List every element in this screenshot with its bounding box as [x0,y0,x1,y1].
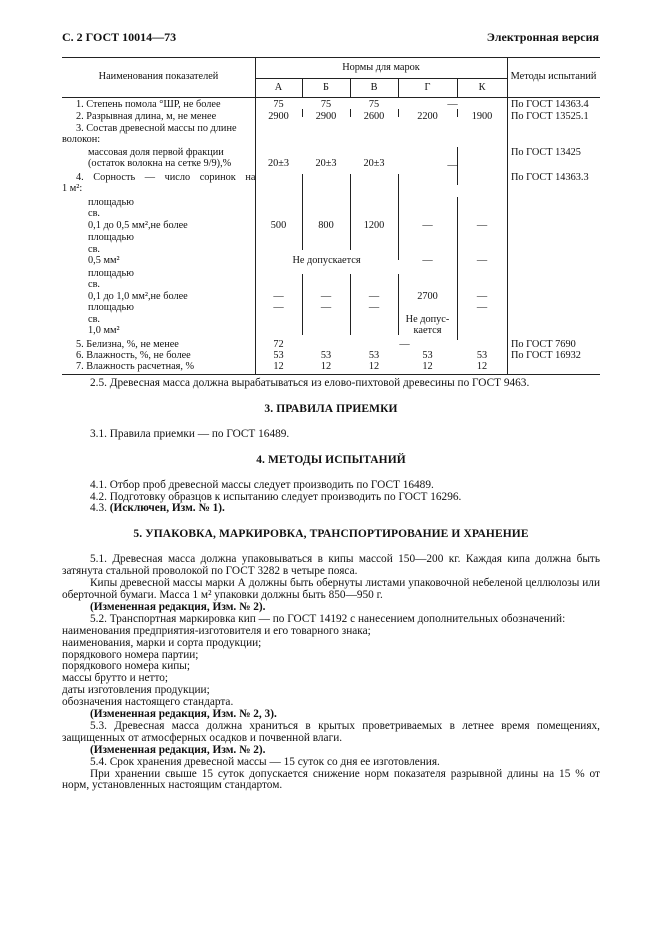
paragraph-5-1: 5.1. Древесная масса должна упаковываться в кипы массой 150—200 кг. Каждая кипа должна быть затянута стальной проволокой по ГОСТ 3282 в четыре пояса. [62,553,600,578]
row-1-a: 75 [273,99,284,110]
page-header [62,30,599,46]
row-4c-a: — [273,291,284,302]
row-4b-g: — [422,255,433,266]
row-4b-k: — [476,255,488,266]
row-4d-k: — [476,302,488,313]
paragraph-4-1: 4.1. Отбор проб древесной массы следует производить по ГОСТ 16489. [90,478,434,491]
row-3a-b: 20±3 [315,158,337,169]
paragraph-5-2: 5.2. Транспортная маркировка кип — по ГОСТ 14192 с нанесением дополнительных обозначений: [90,612,566,625]
row-7-a: 12 [273,361,284,372]
paragraph-3-1: 3.1. Правила приемки — по ГОСТ 16489. [90,427,290,440]
column-header-methods: Методы испытаний [510,71,597,82]
list-item: массы брутто и нетто; [62,672,169,685]
row-4c-l2: св. [88,279,101,290]
electronic-version-label: Электронная версия [486,30,599,44]
edit-note-3: (Измененная редакция, Изм. № 2). [90,743,266,756]
row-4c-v: — [368,291,380,302]
row-3-name-cont: волокон: [62,134,101,145]
row-4d-v: — [368,302,380,313]
row-4c-l3: 0,1 до 1,0 мм²,не более [88,291,188,302]
edit-note-2: (Измененная редакция, Изм. № 2, 3). [90,708,277,721]
row-6-k: 53 [476,350,488,361]
grade-v: В [370,82,378,93]
row-3a-name: массовая доля первой фракции [88,147,224,158]
paragraph-5-4-b: При хранении свыше 15 суток допускается снижение норм показателя разрывной длины на 15 % от норм, установленных настоящим стандартом. [62,767,600,792]
grade-b: Б [323,82,329,93]
row-6-method: По ГОСТ 16932 [511,350,581,361]
row-7-k: 12 [476,361,488,372]
section-3-heading: 3. ПРАВИЛА ПРИЕМКИ [264,402,398,415]
row-4b-abv: Не допускается [292,255,361,266]
row-3a-name-cont: (остаток волокна на сетке 9/9),% [88,158,232,169]
row-4-method: По ГОСТ 14363.3 [511,172,589,183]
row-6-g: 53 [422,350,433,361]
grade-k: К [478,82,486,93]
row-4c-k: — [476,291,488,302]
row-2-k: 1900 [471,111,493,122]
paragraph-4-3 [62,503,600,515]
grade-a: А [274,82,283,93]
column-header-name: Наименования показателей [98,71,219,82]
paragraph-4-3-number: 4.3. [90,502,107,515]
row-4b-l2: св. [88,244,101,255]
norms-table [62,57,600,375]
row-3a-method: По ГОСТ 13425 [511,147,581,158]
row-4d-l3: 1,0 мм² [88,325,120,336]
row-1-v: 75 [368,99,380,110]
row-3-name: 3. Состав древесной массы по длине [76,123,237,134]
row-6-a: 53 [273,350,284,361]
row-2-b: 2900 [315,111,337,122]
paragraph-4-2: 4.2. Подготовку образцов к испытанию следует производить по ГОСТ 16296. [90,490,462,503]
edit-note-1: (Измененная редакция, Изм. № 2). [90,600,266,613]
row-6-v: 53 [368,350,380,361]
row-4d-b: — [320,302,332,313]
row-7-name: 7. Влажность расчетная, % [76,361,195,372]
row-5-name: 5. Белизна, %, не менее [76,339,179,350]
row-5-a: 72 [273,339,284,350]
paragraph-4-3-note: (Исключен, Изм. № 1). [109,502,225,515]
list-item: наименования предприятия-изготовителя и его товарного знака; [62,624,371,637]
row-5-method: По ГОСТ 7690 [511,339,576,350]
paragraph-5-1-b: Кипы древесной массы марки А должны быть обернуты листами упаковочной небеленой целлюлозы или оберточной бумаги. Масса 1 м² упаковки должны быть 850—950 г. [62,577,600,601]
row-4a-v: 1200 [363,220,385,231]
list-item: порядкового номера партии; [62,648,199,661]
row-2-g: 2200 [417,111,438,122]
row-3a-v: 20±3 [363,158,385,169]
row-7-b: 12 [320,361,332,372]
section-4-heading: 4. МЕТОДЫ ИСПЫТАНИЙ [256,453,406,466]
row-4-name: 4. Сорность — число соринок на [76,172,256,183]
list-item: обозначения настоящего стандарта. [62,696,234,709]
row-2-name: 2. Разрывная длина, м, не менее [76,111,217,122]
row-4d-l1: площадью [88,302,134,313]
column-header-norms: Нормы для марок [342,62,420,73]
row-4d-l2: св. [88,314,101,325]
row-3a-a: 20±3 [267,158,290,169]
row-1-name: 1. Степень помола °ШР, не более [76,99,221,110]
row-1-method: По ГОСТ 14363.4 [511,99,589,110]
row-4a-g: — [422,220,433,231]
document-body [62,378,600,792]
row-7-v: 12 [368,361,380,372]
row-4a-l1: площадью [88,197,134,208]
list-item: порядкового номера кипы; [62,660,191,673]
row-6-b: 53 [320,350,332,361]
row-4a-b: 800 [318,220,334,231]
paragraph-5-3: 5.3. Древесная масса должна храниться в крытых проветриваемых в летнее время помещениях, защищенных от атмосферных осадков и почвенной влаги. [62,719,600,744]
row-4b-l3: 0,5 мм² [88,255,120,266]
row-4a-a: 500 [270,220,287,231]
row-4d-a: — [273,302,284,313]
row-7-g: 12 [422,361,433,372]
grade-g: Г [424,82,431,93]
row-1-b: 75 [320,99,332,110]
section-5-heading: 5. УПАКОВКА, МАРКИРОВКА, ТРАНСПОРТИРОВАНИЕ И ХРАНЕНИЕ [133,528,529,541]
row-4c-l1: площадью [88,268,134,279]
row-2-a: 2900 [268,111,289,122]
row-4c-g: 2700 [417,291,438,302]
row-4a-l2: св. [88,208,101,219]
row-4d-g: Не допус- [405,314,450,325]
row-4a-k: — [476,220,488,231]
row-4c-b: — [320,291,332,302]
row-2-v: 2600 [363,111,385,122]
row-4d-g-cont: кается [413,325,442,336]
row-4-name-cont: 1 м²: [62,183,83,194]
row-1-gk: — [447,99,458,110]
row-5-rest: — [399,339,410,350]
row-4b-l1: площадью [88,232,134,243]
row-2-method: По ГОСТ 13525.1 [511,111,589,122]
row-3a-gk: — [447,160,458,171]
row-4a-l3: 0,1 до 0,5 мм²,не более [88,220,188,231]
list-item: наименования, марки и сорта продукции; [62,636,262,649]
paragraph-5-4: 5.4. Срок хранения древесной массы — 15 суток со дня ее изготовления. [90,755,440,768]
row-6-name: 6. Влажность, %, не более [76,350,191,361]
paragraph-2-5: 2.5. Древесная масса должна вырабатываться из елово-пихтовой древесины по ГОСТ 9463. [90,377,530,389]
list-item: даты изготовления продукции; [62,684,210,697]
page-number-standard: С. 2 ГОСТ 10014—73 [62,30,177,44]
